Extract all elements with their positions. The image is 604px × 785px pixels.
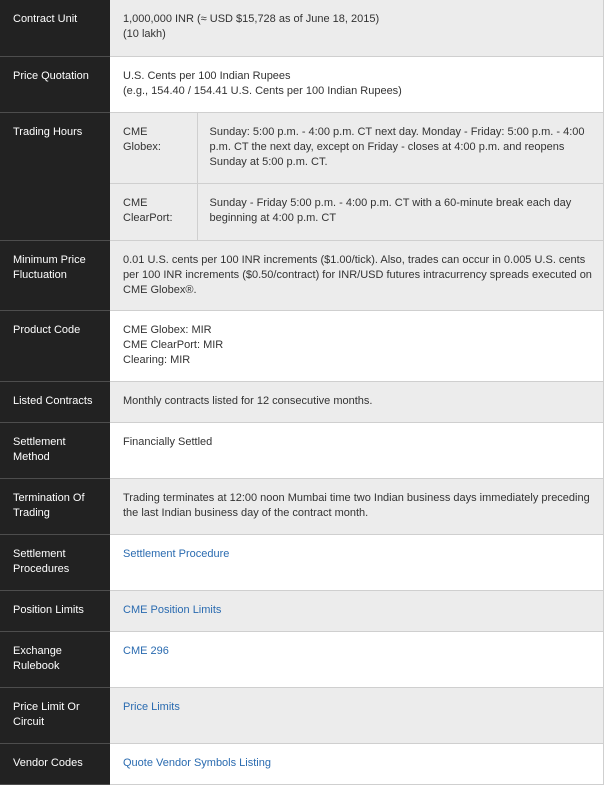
value-product-code <box>110 310 604 381</box>
label-price-limit-or-circuit: Price Limit Or Circuit <box>0 687 110 743</box>
price-limits-link[interactable]: Price Limits <box>123 700 180 713</box>
value-price-limit-or-circuit <box>110 687 604 743</box>
cme-position-limits-link[interactable]: CME Position Limits <box>123 603 222 616</box>
sub-label-cme-clearport <box>110 184 197 240</box>
row-trading-hours <box>0 112 604 240</box>
sub-label-line: CME <box>123 197 148 209</box>
sub-value-cme-globex: Sunday: 5:00 p.m. - 4:00 p.m. CT next day. Monday - Friday: 5:00 p.m. - 4:00 p.m. CT the next day, except on Friday - closes at 4:00 p.m. and reopens Sunday at 5:00 p.m. CT. <box>197 113 603 184</box>
value-line: Clearing: MIR <box>123 353 191 366</box>
value-position-limits <box>110 590 604 631</box>
label-contract-unit: Contract Unit <box>0 0 110 56</box>
row-product-code <box>0 310 604 381</box>
value-line: 1,000,000 INR (≈ USD $15,728 as of June 18, 2015) <box>123 13 380 25</box>
trading-hours-clearport-row <box>110 184 603 240</box>
label-exchange-rulebook: Exchange Rulebook <box>0 631 110 687</box>
quote-vendor-symbols-link[interactable]: Quote Vendor Symbols Listing <box>123 756 271 769</box>
value-exchange-rulebook <box>110 631 604 687</box>
row-price-quotation <box>0 56 604 112</box>
row-termination-of-trading <box>0 478 604 534</box>
value-contract-unit <box>110 0 604 56</box>
sub-label-line: Globex: <box>123 140 161 153</box>
trading-hours-globex-row <box>110 113 603 184</box>
row-vendor-codes <box>0 743 604 784</box>
sub-label-cme-globex <box>110 113 197 184</box>
value-line: (e.g., 154.40 / 154.41 U.S. Cents per 100 Indian Rupees) <box>123 84 402 97</box>
label-vendor-codes: Vendor Codes <box>0 743 110 784</box>
value-price-quotation <box>110 56 604 112</box>
value-line: CME ClearPort: MIR <box>123 338 224 351</box>
value-settlement-procedures <box>110 534 604 590</box>
sub-label-line: CME <box>123 125 148 138</box>
sub-value-cme-clearport: Sunday - Friday 5:00 p.m. - 4:00 p.m. CT with a 60-minute break each day beginning at 4:00 p.m. CT <box>209 197 572 224</box>
value-line: CME Globex: MIR <box>123 323 212 336</box>
row-settlement-method <box>0 422 604 478</box>
value-termination-of-trading: Trading terminates at 12:00 noon Mumbai time two Indian business days immediately preceding the last Indian business day of the contract month. <box>110 478 604 534</box>
cme-296-link[interactable]: CME 296 <box>123 644 169 657</box>
row-position-limits <box>0 590 604 631</box>
value-listed-contracts: Monthly contracts listed for 12 consecutive months. <box>110 381 604 422</box>
label-minimum-price-fluctuation: Minimum Price Fluctuation <box>0 240 110 310</box>
label-settlement-procedures: Settlement Procedures <box>0 534 110 590</box>
value-line: U.S. Cents per 100 Indian Rupees <box>123 69 291 82</box>
value-minimum-price-fluctuation: 0.01 U.S. cents per 100 INR increments ($1.00/tick). Also, trades can occur in 0.005 U.S. cents per 100 INR increments ($0.50/contract) for INR/USD futures intracurrency spreads executed on CME Globex®. <box>110 240 604 310</box>
row-listed-contracts <box>0 381 604 422</box>
label-trading-hours: Trading Hours <box>0 112 110 240</box>
label-termination-of-trading: Termination Of Trading <box>0 478 110 534</box>
value-line: (10 lakh) <box>123 28 166 40</box>
row-exchange-rulebook <box>0 631 604 687</box>
trading-hours-subtable <box>110 113 603 240</box>
settlement-procedure-link[interactable]: Settlement Procedure <box>123 547 230 560</box>
row-contract-unit <box>0 0 604 56</box>
row-price-limit-or-circuit <box>0 687 604 743</box>
label-price-quotation: Price Quotation <box>0 56 110 112</box>
label-position-limits: Position Limits <box>0 590 110 631</box>
value-settlement-method: Financially Settled <box>110 422 604 478</box>
row-settlement-procedures <box>0 534 604 590</box>
label-product-code: Product Code <box>0 310 110 381</box>
value-trading-hours <box>110 112 604 240</box>
sub-label-line: ClearPort: <box>123 212 173 224</box>
row-minimum-price-fluctuation <box>0 240 604 310</box>
label-listed-contracts: Listed Contracts <box>0 381 110 422</box>
value-vendor-codes <box>110 743 604 784</box>
label-settlement-method: Settlement Method <box>0 422 110 478</box>
